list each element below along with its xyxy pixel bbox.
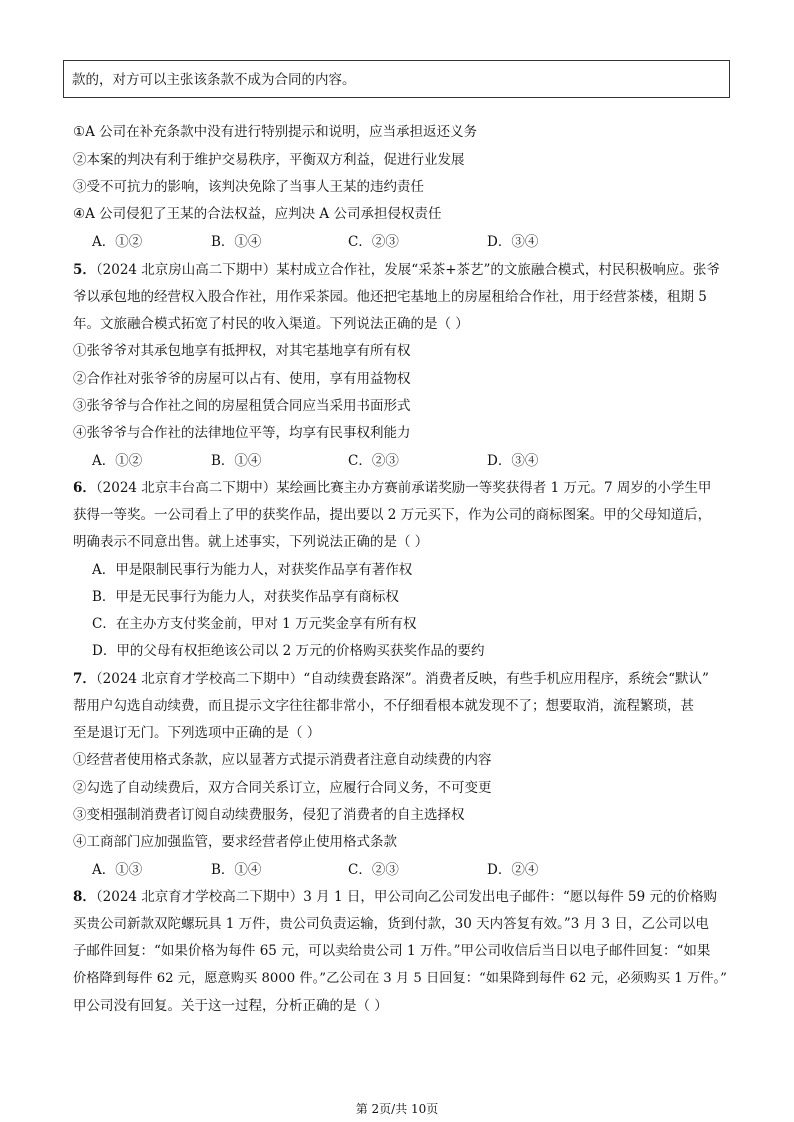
q6-choice-c: C．在主办方支付奖金前，甲对 1 万元奖金享有所有权 <box>92 616 417 632</box>
q7-option-c: C．②③ <box>348 862 399 878</box>
q8-stem-text-1: （2024 北京育才学校高二下期中）3 月 1 日，甲公司向乙公司发出电子邮件：“愿以每件 59 元的价格购 <box>95 889 718 905</box>
page-footer: 第 2页/共 10页 <box>355 1102 439 1116</box>
q4-statement-3: ③受不可抗力的影响，该判决免除了当事人王某的违约责任 <box>73 179 424 195</box>
q5-option-d: D．③④ <box>487 453 539 469</box>
q7-statement-1: ①经营者使用格式条款，应以显著方式提示消费者注意自动续费的内容 <box>73 752 492 768</box>
q7-stem-line-1 <box>73 670 709 688</box>
q8-stem-line-4: 价格降到每件 62 元，愿意购买 8000 件。”乙公司在 3 月 5 日回复：“如果降到每件 62 元，必须购买 1 万件。” <box>73 971 727 986</box>
q6-choice-a: A．甲是限制民事行为能力人，对获奖作品享有著作权 <box>92 562 413 578</box>
q5-option-a: A．①② <box>92 453 143 469</box>
q7-option-d: D．②④ <box>487 862 539 878</box>
q4-statement-1: ①A 公司在补充条款中没有进行特别提示和说明，应当承担返还义务 <box>73 124 478 140</box>
q6-choice-b: B．甲是无民事行为能力人，对获奖作品享有商标权 <box>92 589 399 605</box>
q5-stem-line-3: 年。文旅融合模式拓宽了村民的收入渠道。下列说法正确的是（ ） <box>73 316 469 332</box>
q8-stem-line-3: 子邮件回复：“如果价格为每件 65 元，可以卖给贵公司 1 万件。”甲公司收信后当日以电子邮件回复：“如果 <box>73 943 711 959</box>
q6-stem-line-2: 获得一等奖。一公司看上了甲的获奖作品，提出要以 2 万元买下，作为公司的商标图案。甲的父母知道后， <box>73 507 712 523</box>
q5-stem-line-1 <box>73 261 720 279</box>
q7-statement-4: ④工商部门应加强监管，要求经营者停止使用格式条款 <box>73 834 397 850</box>
q4-statement-2: ②本案的判决有利于维护交易秩序，平衡双方利益，促进行业发展 <box>73 152 465 168</box>
q6-number: 6． <box>73 480 96 496</box>
q5-stem-line-2: 爷以承包地的经营权入股合作社，用作采茶园。他还把宅基地上的房屋租给合作社，用于经营茶楼，租期 5 <box>73 289 707 305</box>
q7-number: 7． <box>73 671 96 687</box>
q7-stem-text-1: （2024 北京育才学校高二下期中）“自动续费套路深”。消费者反映，有些手机应用程序，系统会“默认” <box>95 671 709 687</box>
q5-option-b: B．①④ <box>211 453 262 469</box>
q5-option-c: C．②③ <box>348 453 399 469</box>
q5-statement-3: ③张爷爷与合作社之间的房屋租赁合同应当采用书面形式 <box>73 398 411 414</box>
q7-statement-3: ③变相强制消费者订阅自动续费服务，侵犯了消费者的自主选择权 <box>73 807 465 823</box>
q7-option-a: A．①③ <box>92 862 143 878</box>
q4-option-a: A．①② <box>92 234 143 250</box>
q7-stem-line-2: 帮用户勾选自动续费，而且提示文字往往都非常小，不仔细看根本就发现不了；想要取消，流程繁琐，甚 <box>73 698 694 714</box>
box-text: 款的，对方可以主张该条款不成为合同的内容。 <box>72 72 356 88</box>
q4-statement-4: ④A 公司侵犯了王某的合法权益，应判决 A 公司承担侵权责任 <box>73 206 442 222</box>
q4-option-b: B．①④ <box>211 234 262 250</box>
q6-choice-d: D．甲的父母有权拒绝该公司以 2 万元的价格购买获奖作品的要约 <box>92 643 485 659</box>
q8-number: 8． <box>73 889 96 905</box>
q4-option-c: C．②③ <box>348 234 399 250</box>
q6-stem-line-1 <box>73 479 711 497</box>
q7-statement-2: ②勾选了自动续费后，双方合同关系订立，应履行合同义务，不可变更 <box>73 780 492 796</box>
quoted-text-box <box>63 60 730 98</box>
q4-option-d: D．③④ <box>487 234 539 250</box>
q8-stem-line-2: 买贵公司新款双陀螺玩具 1 万件，贵公司负责运输，货到付款，30 天内答复有效。”3 月 3 日，乙公司以电 <box>73 916 709 932</box>
q7-option-b: B．①④ <box>211 862 262 878</box>
q5-number: 5． <box>73 262 96 278</box>
q8-stem-line-1 <box>73 888 717 906</box>
q5-statement-4: ④张爷爷与合作社的法律地位平等，均享有民事权利能力 <box>73 425 411 441</box>
q5-stem-text-1: （2024 北京房山高二下期中）某村成立合作社，发展“采茶+茶艺”的文旅融合模式，村民积极响应。张爷 <box>95 262 720 278</box>
q6-stem-line-3: 明确表示不同意出售。就上述事实，下列说法正确的是（ ） <box>73 534 429 550</box>
q7-stem-line-3: 至是退订无门。下列选项中正确的是（ ） <box>73 725 321 741</box>
q6-stem-text-1: （2024 北京丰台高二下期中）某绘画比赛主办方赛前承诺奖励一等奖获得者 1 万元。7 周岁的小学生甲 <box>95 480 712 496</box>
q8-stem-line-5: 甲公司没有回复。关于这一过程，分析正确的是（ ） <box>73 998 388 1014</box>
q5-statement-1: ①张爷爷对其承包地享有抵押权，对其宅基地享有所有权 <box>73 343 411 359</box>
q5-statement-2: ②合作社对张爷爷的房屋可以占有、使用，享有用益物权 <box>73 371 411 387</box>
